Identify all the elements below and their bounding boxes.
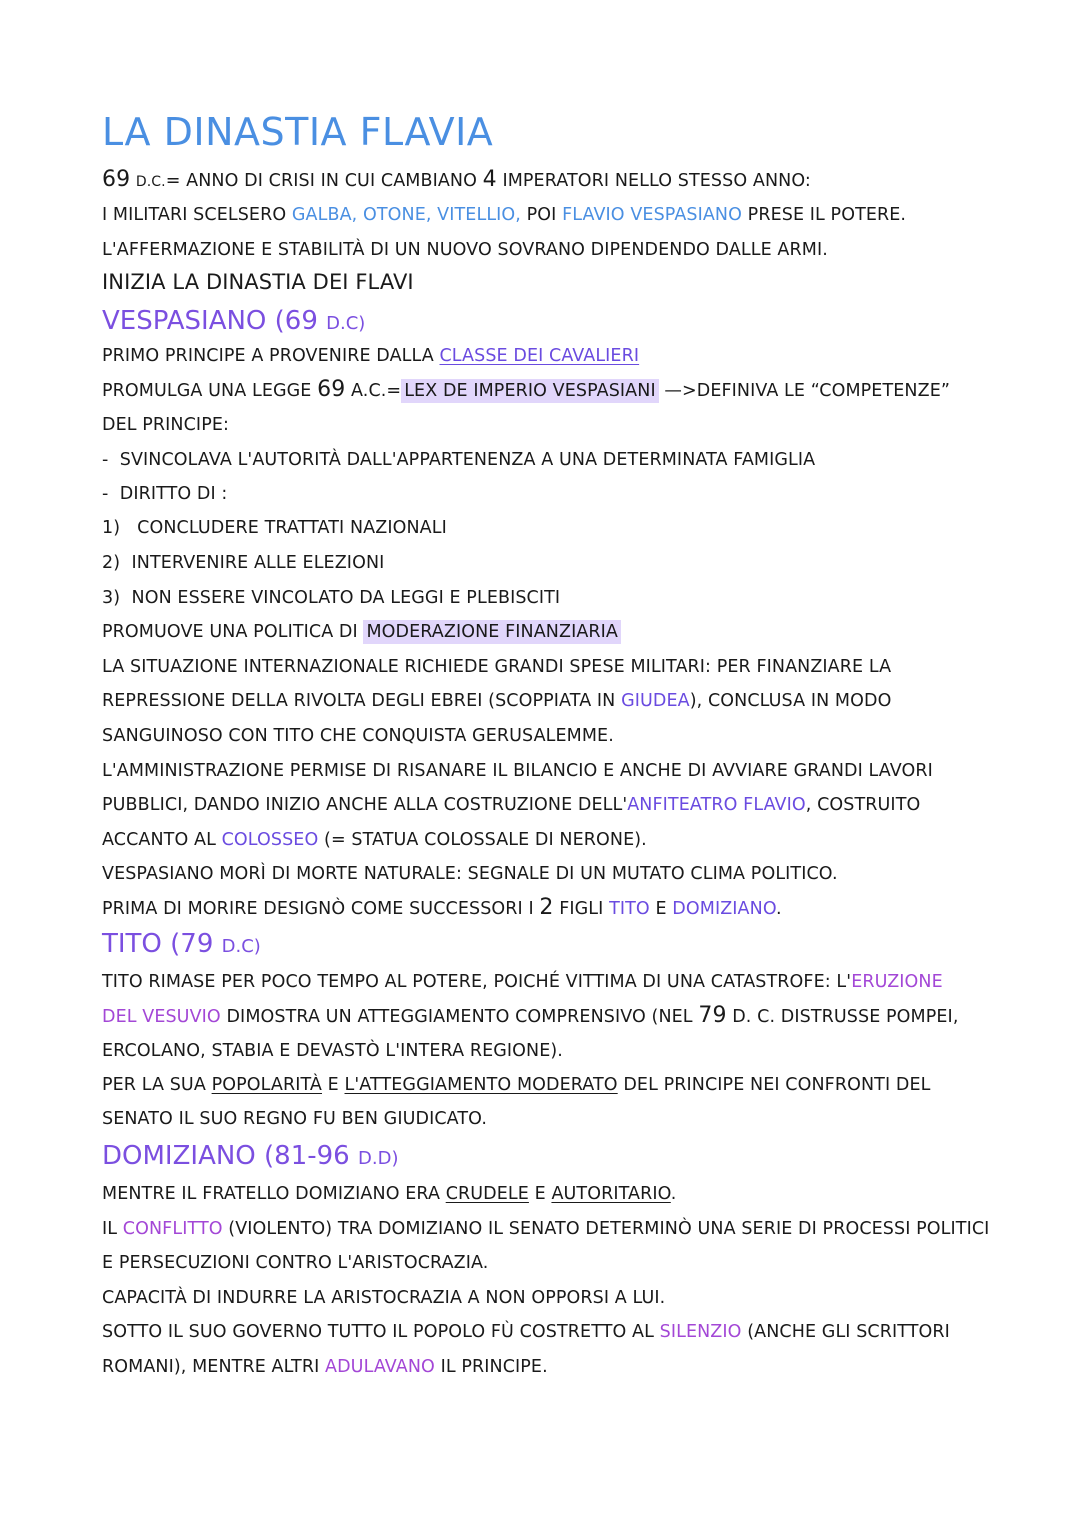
text: ), CONCLUSA IN MODO: [689, 691, 892, 711]
year: 69: [102, 167, 131, 192]
text: PROMULGA UNA LEGGE: [102, 381, 312, 401]
heading-era: D.C): [326, 313, 366, 334]
dash: -: [102, 450, 120, 470]
popolarita: POPOLARITÀ: [211, 1075, 322, 1095]
item-text: INTERVENIRE ALLE ELEZIONI: [131, 553, 385, 573]
year: 79: [698, 1003, 727, 1028]
number: 2: [539, 895, 554, 920]
heading-text: TITO (79: [102, 929, 214, 959]
vespasiano-p5: L'AMMINISTRAZIONE PERMISE DI RISANARE IL BILANCIO E ANCHE DI AVVIARE GRANDI LAVORI: [102, 761, 933, 781]
vespasiano-line-3: DEL PRINCIPE:: [102, 415, 229, 435]
text: TITO RIMASE PER POCO TEMPO AL POTERE, POICHÉ VITTIMA DI UNA CATASTROFE: L': [102, 972, 852, 992]
text: E: [534, 1184, 546, 1204]
tito-line-5: SENATO IL SUO REGNO FU BEN GIUDICATO.: [102, 1109, 487, 1129]
text: DEL PRINCIPE NEI CONFRONTI DEL: [623, 1075, 931, 1095]
text: IL PRINCIPE.: [440, 1357, 548, 1377]
domiziano: DOMIZIANO: [672, 899, 776, 919]
vespasiano-p4: SANGUINOSO CON TITO CHE CONQUISTA GERUSALEMME.: [102, 726, 614, 746]
text: PRIMO PRINCIPE A PROVENIRE DALLA: [102, 346, 434, 366]
text: DIMOSTRA UN ATTEGGIAMENTO COMPRENSIVO (NEL: [226, 1007, 693, 1027]
bullet-2: [102, 482, 227, 506]
text: REPRESSIONE DELLA RIVOLTA DEGLI EBREI (SCOPPIATA IN: [102, 691, 616, 711]
domiziano-line-2: [102, 1217, 989, 1241]
vespasiano-p8: VESPASIANO MORÌ DI MORTE NATURALE: SEGNALE DI UN MUTATO CLIMA POLITICO.: [102, 864, 838, 884]
vespasiano-p9: [102, 896, 782, 921]
emperor-flavio: FLAVIO VESPASIANO: [562, 205, 742, 225]
intro-line-3: L'AFFERMAZIONE E STABILITÀ DI UN NUOVO SOVRANO DIPENDENDO DALLE ARMI.: [102, 240, 828, 260]
numbered-2: [102, 551, 384, 575]
tito: TITO: [609, 899, 650, 919]
vespasiano-p3: [102, 689, 891, 713]
colosseo: COLOSSEO: [221, 830, 319, 850]
year: 69: [317, 377, 346, 402]
heading-era: D.D): [358, 1148, 399, 1169]
lex-highlight: LEX DE IMPERIO VESPASIANI: [401, 379, 659, 403]
classe-cavalieri: CLASSE DEI CAVALIERI: [439, 346, 640, 366]
intro-line-4: INIZIA LA DINASTIA DEI FLAVI: [102, 270, 414, 294]
crudele: CRUDELE: [445, 1184, 529, 1204]
conflitto: CONFLITTO: [122, 1219, 223, 1239]
text: FIGLI: [559, 899, 604, 919]
tito-line-1: [102, 970, 943, 994]
emperor-names: GALBA, OTONE, VITELLIO,: [291, 205, 521, 225]
text: E: [327, 1075, 339, 1095]
text: (= STATUA COLOSSALE DI NERONE).: [324, 830, 647, 850]
text: E: [655, 899, 667, 919]
silenzio: SILENZIO: [659, 1322, 742, 1342]
heading-era: D.C): [221, 936, 261, 957]
text: PRESE IL POTERE.: [747, 205, 907, 225]
page-title: LA DINASTIA FLAVIA: [102, 110, 494, 154]
heading-text: VESPASIANO (69: [102, 306, 318, 336]
text: MENTRE IL FRATELLO DOMIZIANO ERA: [102, 1184, 441, 1204]
text: ROMANI), MENTRE ALTRI: [102, 1357, 320, 1377]
text: (VIOLENTO) TRA DOMIZIANO IL SENATO DETERMINÒ UNA SERIE DI PROCESSI POLITICI: [228, 1219, 990, 1239]
vesuvio: DEL VESUVIO: [102, 1007, 221, 1027]
item-text: CONCLUDERE TRATTATI NAZIONALI: [137, 518, 447, 538]
adulavano: ADULAVANO: [325, 1357, 435, 1377]
giudea: GIUDEA: [621, 691, 690, 711]
numbered-1: [102, 516, 447, 540]
number: 3): [102, 588, 121, 608]
anfiteatro: ANFITEATRO FLAVIO: [627, 795, 806, 815]
text: .: [670, 1184, 677, 1204]
text: = ANNO DI CRISI IN CUI CAMBIANO: [165, 171, 477, 191]
text: SOTTO IL SUO GOVERNO TUTTO IL POPOLO FÙ COSTRETTO AL: [102, 1322, 654, 1342]
era: A.C.=: [351, 381, 402, 401]
text: ACCANTO AL: [102, 830, 216, 850]
text: —>DEFINIVA LE “COMPETENZE”: [664, 381, 951, 401]
era: D.C.: [135, 174, 166, 190]
bullet-text: SVINCOLAVA L'AUTORITÀ DALL'APPARTENENZA A UNA DETERMINATA FAMIGLIA: [119, 450, 816, 470]
number: 1): [102, 518, 121, 538]
autoritario: AUTORITARIO: [551, 1184, 671, 1204]
vespasiano-politica: [102, 620, 621, 644]
tito-line-2: [102, 1004, 958, 1029]
text: , COSTRUITO: [805, 795, 921, 815]
section-heading-tito: [102, 928, 261, 963]
section-heading-domiziano: [102, 1140, 398, 1175]
text: (ANCHE GLI SCRITTORI: [747, 1322, 950, 1342]
text: PUBBLICI, DANDO INIZIO ANCHE ALLA COSTRUZIONE DELL': [102, 795, 628, 815]
text: POI: [526, 205, 557, 225]
eruzione: ERUZIONE: [851, 972, 943, 992]
bullet-text: DIRITTO DI :: [119, 484, 228, 504]
vespasiano-p2: LA SITUAZIONE INTERNAZIONALE RICHIEDE GRANDI SPESE MILITARI: PER FINANZIARE LA: [102, 657, 892, 677]
text: IMPERATORI NELLO STESSO ANNO:: [502, 171, 811, 191]
dash: -: [102, 484, 120, 504]
number: 2): [102, 553, 121, 573]
tito-line-4: [102, 1073, 930, 1097]
domiziano-line-6: [102, 1355, 548, 1379]
tito-line-3: ERCOLANO, STABIA E DEVASTÒ L'INTERA REGIONE).: [102, 1041, 563, 1061]
domiziano-line-1: [102, 1182, 676, 1206]
vespasiano-line-2: [102, 378, 950, 403]
section-heading-vespasiano: [102, 305, 365, 340]
atteggiamento-moderato: L'ATTEGGIAMENTO MODERATO: [344, 1075, 618, 1095]
text: .: [775, 899, 782, 919]
era: D. C.: [732, 1007, 776, 1027]
intro-line-1: [102, 168, 811, 194]
heading-text: DOMIZIANO (81-96: [102, 1141, 350, 1171]
text: DISTRUSSE POMPEI,: [780, 1007, 959, 1027]
text: PRIMA DI MORIRE DESIGNÒ COME SUCCESSORI I: [102, 899, 534, 919]
text: PROMUOVE UNA POLITICA DI: [102, 622, 358, 642]
domiziano-line-5: [102, 1320, 950, 1344]
domiziano-line-4: CAPACITÀ DI INDURRE LA ARISTOCRAZIA A NON OPPORSI A LUI.: [102, 1288, 666, 1308]
text: PER LA SUA: [102, 1075, 206, 1095]
item-text: NON ESSERE VINCOLATO DA LEGGI E PLEBISCITI: [131, 588, 561, 608]
vespasiano-p7: [102, 828, 647, 852]
numbered-3: [102, 586, 560, 610]
intro-line-2: [102, 203, 906, 227]
moderazione-highlight: MODERAZIONE FINANZIARIA: [363, 620, 621, 644]
domiziano-line-3: E PERSECUZIONI CONTRO L'ARISTOCRAZIA.: [102, 1253, 489, 1273]
vespasiano-p6: [102, 793, 920, 817]
number: 4: [482, 167, 497, 192]
text: I MILITARI SCELSERO: [102, 205, 287, 225]
vespasiano-line-1: [102, 344, 639, 368]
bullet-1: [102, 448, 815, 472]
text: IL: [102, 1219, 118, 1239]
